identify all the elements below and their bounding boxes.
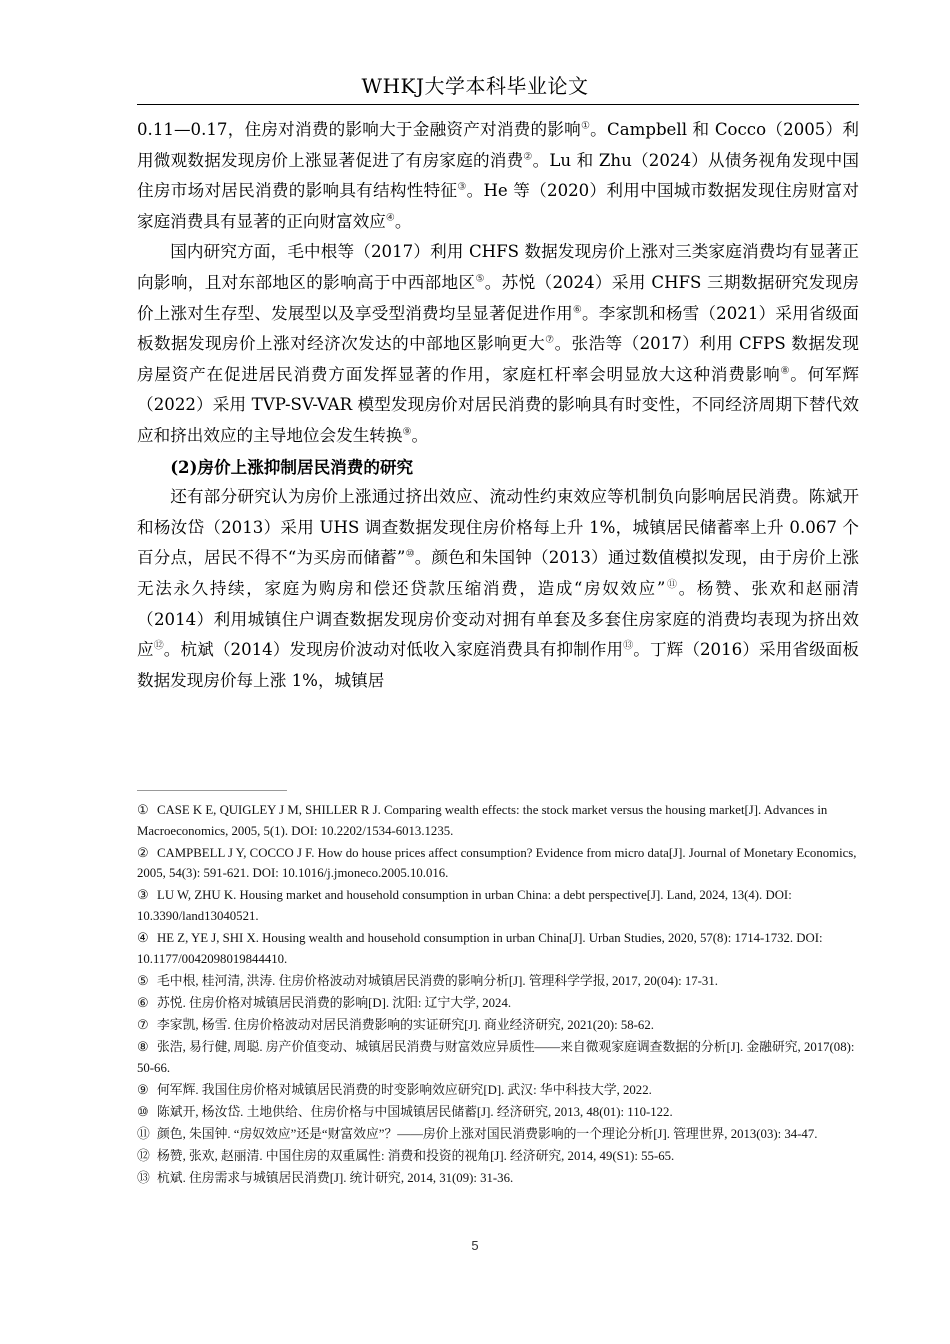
footnote-text: 杨赞, 张欢, 赵丽清. 中国住房的双重属性: 消费和投资的视角[J]. 经济研究, 2014, 49(S1): 55-65. <box>157 1149 675 1163</box>
p1-text-1: 0.11—0.17，住房对消费的影响大于金融资产对消费的影响 <box>137 120 581 139</box>
p3-text-1: 还有部分研究认为房价上涨通过挤出效应、流动性约束效应等机制负向影响居民消费。陈斌开和杨汝岱（2013）采用 UHS 调查数据发现住房价格每上升 1%，城镇居民储蓄率上升 0.067 个百分点，居民不得不“为买房而储蓄” <box>137 487 859 568</box>
header-divider <box>137 104 859 105</box>
footnote-mark: ⑦ <box>137 1017 149 1032</box>
p3-text-5: 。丁辉（2016）采用省级面板数据发现房价每上涨 1%，城镇居 <box>137 640 860 690</box>
footnote-mark: ① <box>137 803 149 817</box>
paragraph-3 <box>137 482 859 696</box>
footnote-text: LU W, ZHU K. Housing market and household consumption in urban China: a debt perspective[J]. Land, 2024, 13(4). DOI: 10.3390/land13040521. <box>137 888 792 923</box>
footnote-mark: ⑬ <box>137 1171 150 1186</box>
footnote-ref-13[interactable]: ⑬ <box>623 640 634 652</box>
p3-text-3: 。杨赞、张欢和赵丽清（2014）利用城镇住户调查数据发现房价变动对拥有单套及多套住房家庭的消费均表现为挤出效应 <box>137 578 860 660</box>
footnote-item <box>137 993 859 1014</box>
p1-text-3: 。Lu 和 Zhu（2024）从债务视角发现中国住房市场对居民消费的影响具有结构性特征 <box>137 150 860 201</box>
footnote-mark: ⑪ <box>137 1126 150 1141</box>
footnote-text: 毛中根, 桂河清, 洪涛. 住房价格波动对城镇居民消费的影响分析[J]. 管理科学学报, 2017, 20(04): 17-31. <box>157 973 718 988</box>
footnote-mark: ⑥ <box>137 995 149 1010</box>
footnote-item <box>137 800 859 841</box>
paragraph-1 <box>137 115 859 237</box>
footnote-ref-5[interactable]: ⑤ <box>475 273 485 285</box>
footnote-mark: ⑤ <box>137 973 149 988</box>
p3-text-4: 。杭斌（2014）发现房价波动对低收入家庭消费具有抑制作用 <box>163 640 624 660</box>
footnote-text: 陈斌开, 杨汝岱. 土地供给、住房价格与中国城镇居民储蓄[J]. 经济研究, 2013, 48(01): 110-122. <box>157 1104 673 1119</box>
p1-text-2: 。Campbell 和 Cocco（2005）利用微观数据发现房价上涨显著促进了有房家庭的消费 <box>137 120 860 170</box>
footnote-ref-10[interactable]: ⑩ <box>405 548 415 560</box>
footnote-item <box>137 1168 859 1189</box>
footnote-item <box>137 1102 859 1123</box>
p3-text-2: 。颜色和朱国钟（2013）通过数值模拟发现，由于房价上涨无法永久持续，家庭为购房和偿还贷款压缩消费，造成“房奴效应” <box>137 548 860 598</box>
footnote-mark: ③ <box>137 888 149 903</box>
footnote-ref-7[interactable]: ⑦ <box>545 334 555 346</box>
footnote-item <box>137 1015 859 1036</box>
footnote-mark: ⑩ <box>137 1104 149 1119</box>
footnote-text: 杭斌. 住房需求与城镇居民消费[J]. 统计研究, 2014, 31(09): 31-36. <box>157 1171 514 1186</box>
footnote-text: CAMPBELL J Y, COCCO J F. How do house prices affect consumption? Evidence from micro data[J]. Journal of Monetary Economics, 2005, 54(3): 591-621. DOI: 10.1016/j.jmoneco.2005.10.016. <box>137 845 857 881</box>
footnote-ref-3[interactable]: ③ <box>457 181 467 193</box>
page-header-title: WHKJ大学本科毕业论文 <box>361 74 589 98</box>
footnote-text: CASE K E, QUIGLEY J M, SHILLER R J. Comparing wealth effects: the stock market versus the housing market[J]. Advances in Macroeconomics, 2005, 5(1). DOI: 10.2202/1534-6013.1235. <box>137 803 828 838</box>
footnote-item <box>137 971 859 992</box>
p2-text-4: 。张浩等（2017）利用 CFPS 数据发现房屋资产在促进居民消费方面发挥显著的作用，家庭杠杆率会明显放大这种消费影响 <box>137 334 859 384</box>
footnote-ref-8[interactable]: ⑧ <box>780 365 791 377</box>
p2-text-3: 。李家凯和杨雪（2021）采用省级面板数据发现房价上涨对经济次发达的中部地区影响更大 <box>137 303 859 354</box>
footnote-ref-2[interactable]: ② <box>523 151 533 163</box>
p2-text-1: 国内研究方面，毛中根等（2017）利用 CHFS 数据发现房价上涨对三类家庭消费均有显著正向影响，且对东部地区的影响高于中西部地区 <box>137 242 859 292</box>
footnote-text: 何军辉. 我国住房价格对城镇居民消费的时变影响效应研究[D]. 武汉: 华中科技大学, 2022. <box>157 1082 652 1097</box>
p2-text-5: 。何军辉（2022）采用 TVP-SV-VAR 模型发现房价对居民消费的影响具有时变性，不同经济周期下替代效应和挤出效应的主导地位会发生转换 <box>137 364 860 445</box>
footnote-text: 颜色, 朱国钟. “房奴效应”还是“财富效应”？——房价上涨对国民消费影响的一个理论分析[J]. 管理世界, 2013(03): 34-47. <box>157 1126 818 1141</box>
footnote-mark: ⑫ <box>137 1149 150 1163</box>
footnotes-list <box>137 800 859 1190</box>
footnote-ref-11[interactable]: ⑪ <box>665 579 679 591</box>
footnote-mark: ④ <box>137 931 149 946</box>
p2-text-6: 。 <box>411 425 429 445</box>
footnote-ref-4[interactable]: ④ <box>385 212 395 224</box>
paragraph-2 <box>137 237 859 451</box>
footnote-item <box>137 1037 859 1078</box>
p1-text-5: 。 <box>394 211 412 231</box>
footnote-mark: ② <box>137 845 149 860</box>
footnote-mark: ⑧ <box>137 1040 149 1055</box>
footnote-ref-12[interactable]: ⑫ <box>153 640 164 652</box>
footnote-ref-1[interactable]: ① <box>580 120 591 132</box>
footnote-ref-9[interactable]: ⑨ <box>402 426 412 438</box>
footnote-text: 苏悦. 住房价格对城镇居民消费的影响[D]. 沈阳: 辽宁大学, 2024. <box>157 995 512 1010</box>
footnote-mark: ⑨ <box>137 1082 149 1097</box>
p2-text-2: 。苏悦（2024）采用 CHFS 三期数据研究发现房价上涨对生存型、发展型以及享受型消费均呈显著促进作用 <box>137 272 859 323</box>
footnote-item <box>137 843 859 884</box>
footnote-item <box>137 1124 859 1145</box>
footnote-text: 张浩, 易行健, 周聪. 房产价值变动、城镇居民消费与财富效应异质性——来自微观家庭调查数据的分析[J]. 金融研究, 2017(08): 50-66. <box>137 1040 855 1075</box>
p1-text-4: 。He 等（2020）利用中国城市数据发现住房财富对家庭消费具有显著的正向财富效应 <box>137 181 860 231</box>
main-body-text <box>137 115 859 696</box>
footnote-text: HE Z, YE J, SHI X. Housing wealth and household consumption in urban China[J]. Urban Studies, 2020, 57(8): 1714-1732. DOI: 10.1177/0042098019844410. <box>137 931 823 966</box>
footnote-divider <box>137 790 287 791</box>
footnote-item <box>137 1146 859 1167</box>
section-subheading: (2)房价上涨抑制居民消费的研究 <box>170 456 414 477</box>
page-number: 5 <box>471 1238 479 1253</box>
footnote-ref-6[interactable]: ⑥ <box>572 304 583 316</box>
footnote-item <box>137 885 859 926</box>
footnote-item <box>137 1080 859 1101</box>
footnote-text: 李家凯, 杨雪. 住房价格波动对居民消费影响的实证研究[J]. 商业经济研究, 2021(20): 58-62. <box>157 1017 654 1032</box>
footnote-item <box>137 928 859 969</box>
